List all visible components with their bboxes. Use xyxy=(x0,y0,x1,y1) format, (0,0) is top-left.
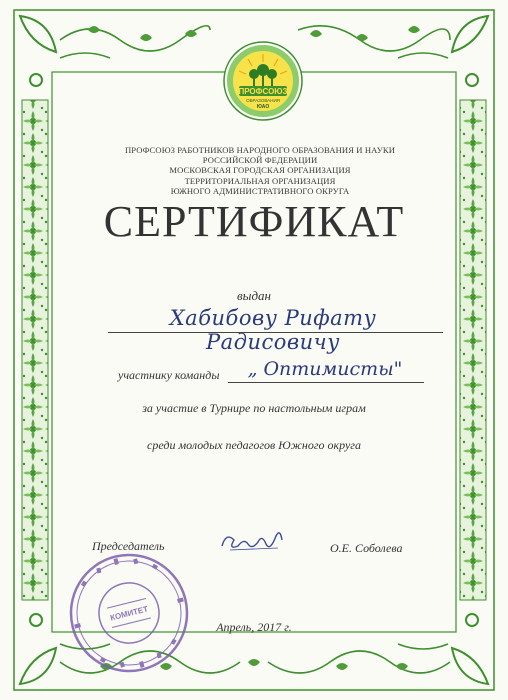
header-line-5: ЮЖНОГО АДМИНИСТРАТИВНОГО ОКРУГА xyxy=(170,185,350,196)
header-line-1: ПРОФСОЮЗ РАБОТНИКОВ НАРОДНОГО ОБРАЗОВАНИЯ И НАУКИ xyxy=(124,145,396,155)
recipient-name: Хабибову Рифату Радисовичу xyxy=(169,306,377,354)
organization-header xyxy=(95,145,425,196)
team-label: участнику команды xyxy=(118,368,220,382)
stamp-center-text: КОМИТЕТ xyxy=(109,604,149,623)
recipient-underline xyxy=(108,332,443,333)
issued-label: выдан xyxy=(237,288,271,303)
header-line-4: ТЕРРИТОРИАЛЬНАЯ ОРГАНИЗАЦИЯ xyxy=(184,175,336,186)
chair-name: О.Е. Соболева xyxy=(330,541,403,555)
chair-label: Председатель xyxy=(92,539,165,553)
reason-line-2: среди молодых педагогов Южного округа xyxy=(147,438,361,452)
issue-date: Апрель, 2017 г. xyxy=(216,620,292,634)
logo-subtitle: ОБРАЗОВАНИЯ xyxy=(246,98,280,103)
handwritten-signature xyxy=(218,522,288,558)
certificate-title: СЕРТИФИКАТ xyxy=(103,197,405,246)
logo-name: ПРОФСОЮЗ xyxy=(238,87,288,96)
union-logo xyxy=(222,40,304,122)
logo-district: ЮАО xyxy=(256,104,270,110)
header-line-3: МОСКОВСКАЯ ГОРОДСКАЯ ОРГАНИЗАЦИЯ xyxy=(169,165,351,176)
header-line-2: РОССИЙСКОЙ ФЕДЕРАЦИИ xyxy=(202,155,318,166)
official-stamp xyxy=(64,548,194,678)
team-underline xyxy=(228,382,424,383)
reason-line-1: за участие в Турнире по настольным играм xyxy=(142,401,366,415)
team-name: „ Оптимисты" xyxy=(247,358,403,380)
